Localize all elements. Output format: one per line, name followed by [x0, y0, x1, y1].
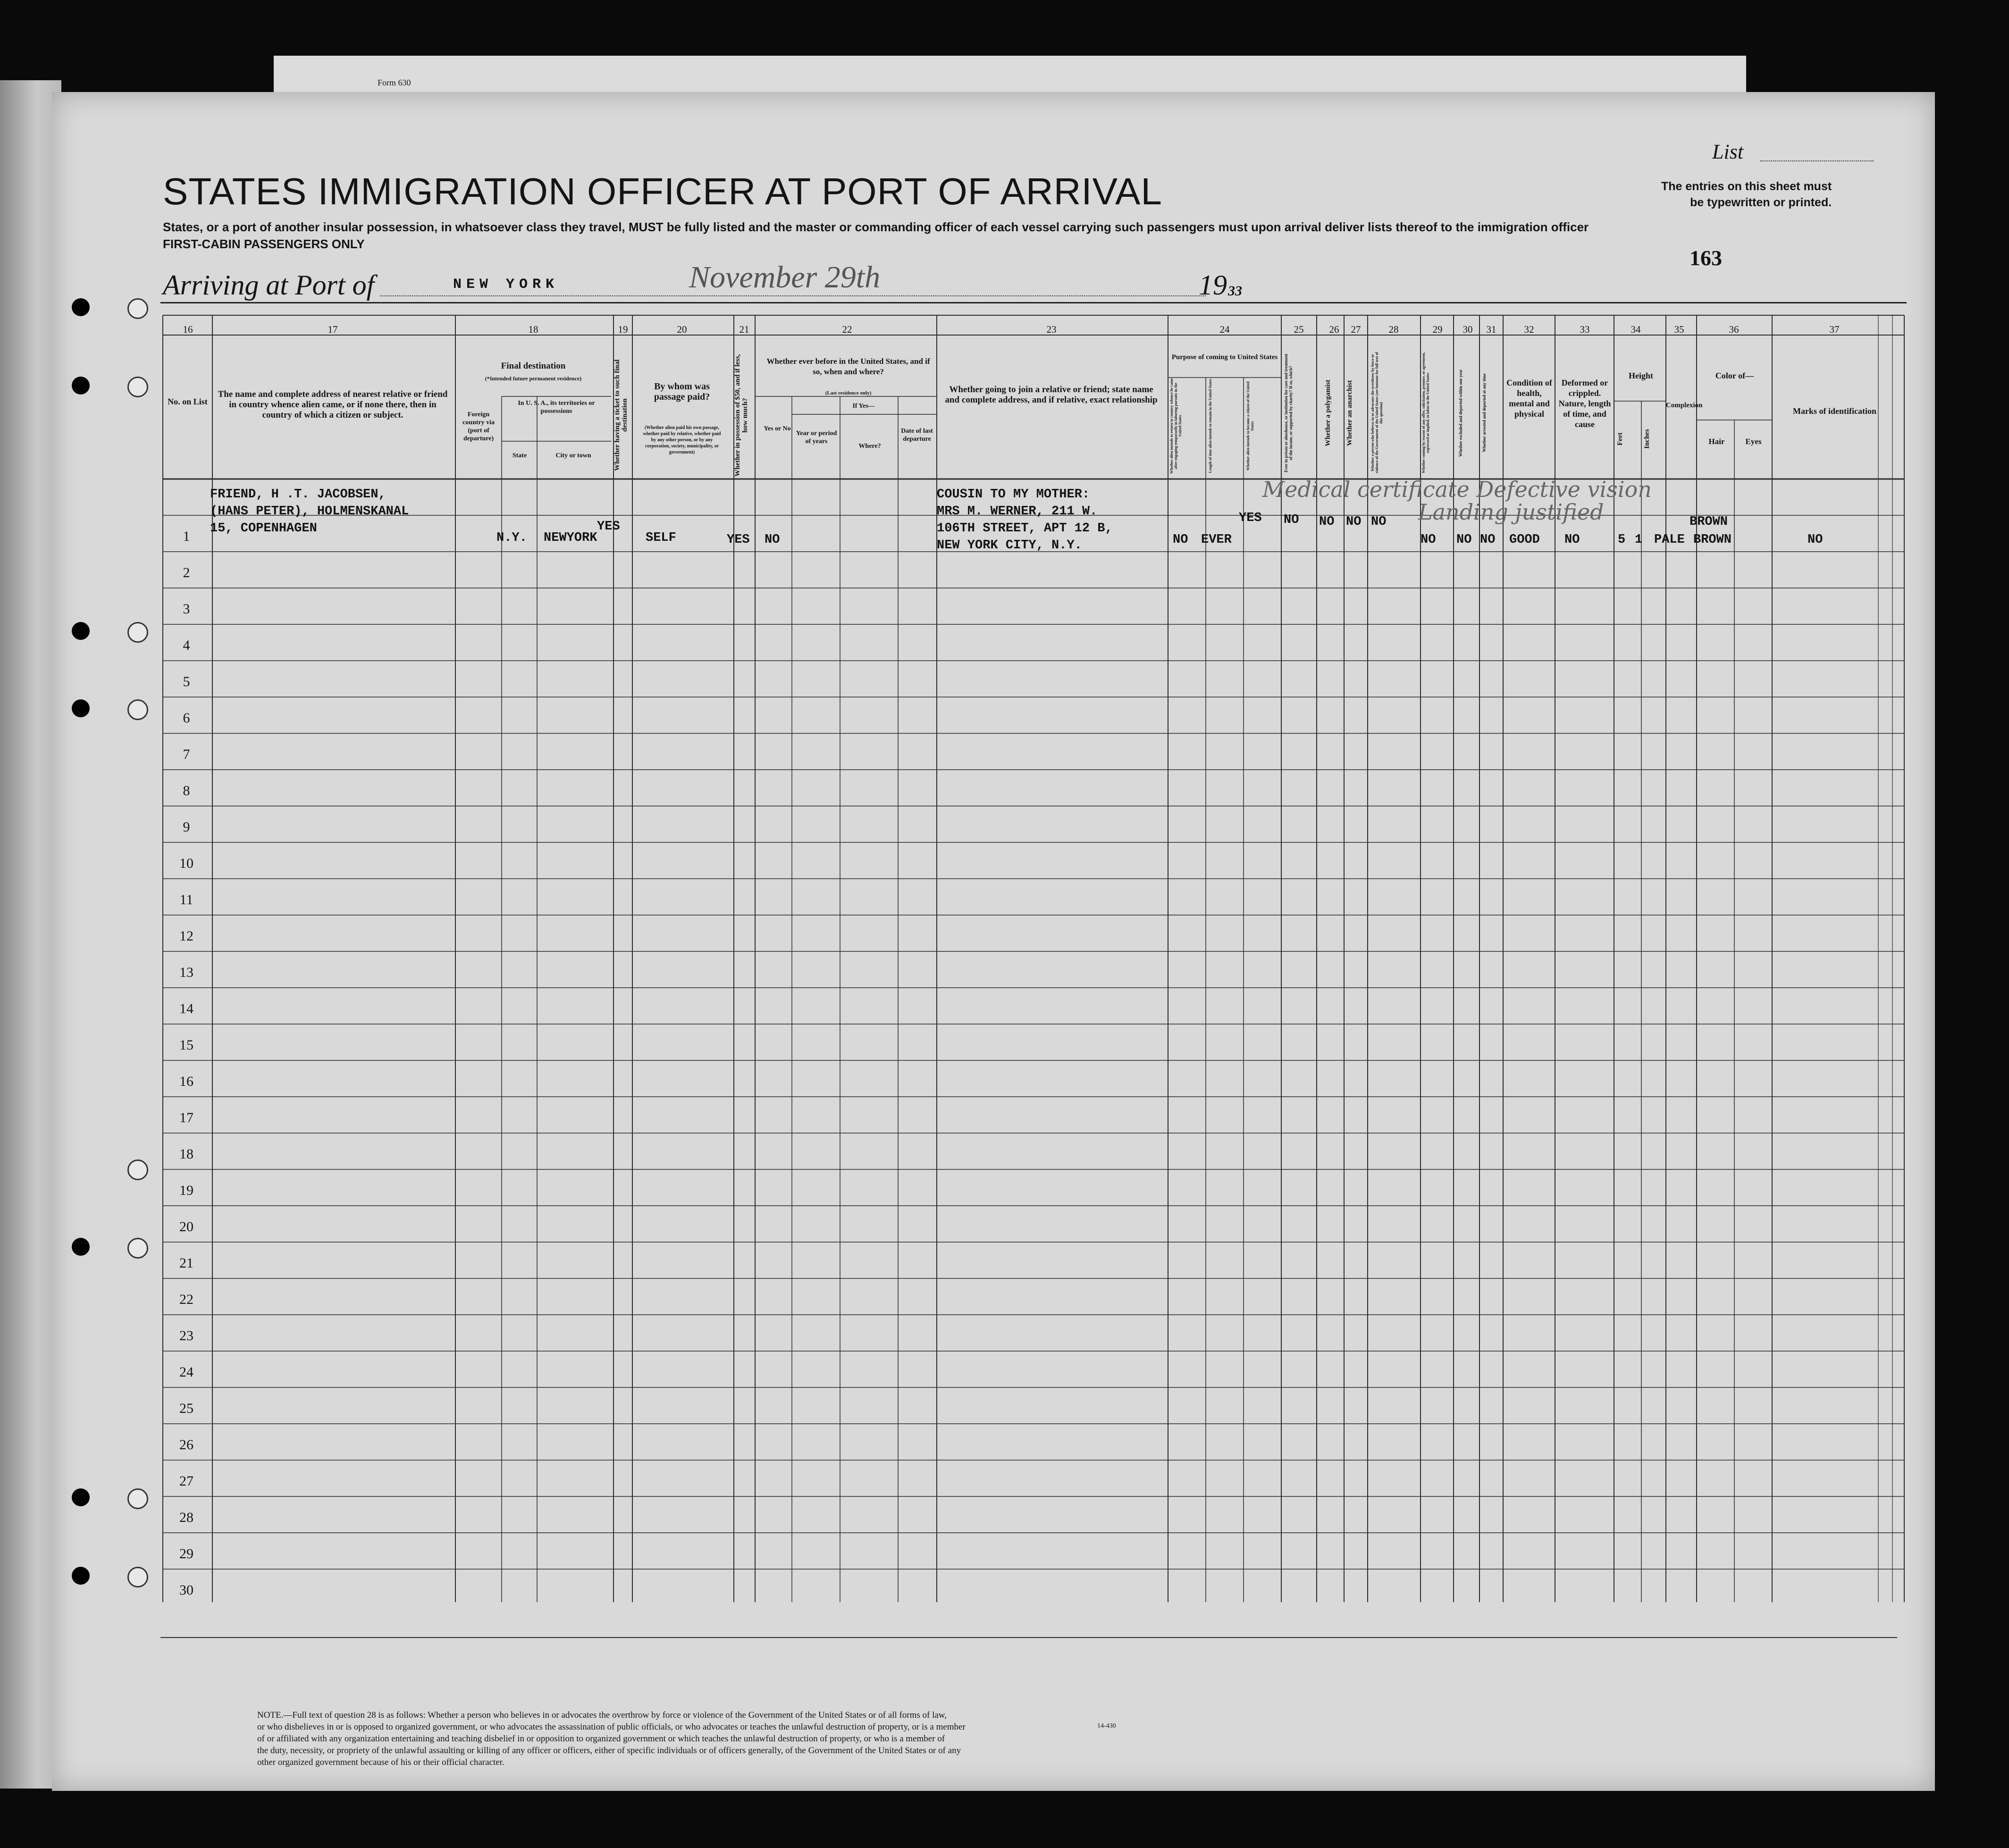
column-number: 32 — [1524, 324, 1534, 335]
footnote-line: of or affiliated with any organization entertaining and teaching disbelief in or opposition to organized government or which teaches the unlawful destruction of property, or who is a member of — [257, 1734, 945, 1744]
binder-hole — [72, 1488, 90, 1506]
binder-hole — [127, 1159, 148, 1180]
binder-hole — [72, 1567, 90, 1585]
length-of-stay: EVER — [1201, 533, 1232, 547]
header-deformed: Deformed or crippled. Nature, length of time, and cause — [1558, 378, 1611, 429]
year-prefix: 19 — [1199, 269, 1227, 301]
column-number: 30 — [1463, 324, 1473, 335]
row-number: 13 — [179, 965, 193, 980]
header-list-number: No. on List — [168, 397, 208, 406]
header-hair: Hair — [1708, 437, 1725, 446]
row-number: 3 — [183, 601, 190, 617]
row-number: 27 — [179, 1473, 193, 1489]
binder-hole — [127, 622, 148, 643]
eye-color: BROWN — [1693, 533, 1732, 547]
row-number: 20 — [179, 1219, 193, 1235]
binder-hole — [127, 1567, 148, 1588]
header-relative-address: The name and complete address of nearest relative or friend in country whence alien came, or if none there, then in country of which a citizen or subject. — [218, 389, 448, 420]
header-years: Year or period of years — [796, 430, 837, 445]
arriving-label: Arriving at Port of — [163, 269, 375, 301]
column-number: 33 — [1580, 324, 1590, 335]
row-number: 16 — [179, 1074, 193, 1089]
column-number: 34 — [1631, 324, 1641, 335]
row-number: 18 — [179, 1146, 193, 1162]
row-number: 28 — [179, 1510, 193, 1525]
column-number: 29 — [1432, 324, 1443, 335]
header-city: City or town — [555, 452, 591, 459]
row-number: 30 — [179, 1582, 193, 1598]
relative-address — [210, 486, 409, 537]
binder-hole — [127, 298, 148, 319]
header-foreign-country: Foreign country via (port of departure) — [462, 411, 495, 442]
header-last-departure: Date of last departure — [901, 428, 933, 443]
row-number: 22 — [179, 1292, 193, 1307]
footnote-line: or who disbelieves in or is opposed to organized government, or who advocates the assassination of public officials, or who advocates or teaches the unlawful destruction of property, or is a member — [257, 1722, 966, 1732]
row-number: 5 — [183, 674, 190, 689]
header-state: State — [512, 452, 527, 459]
footnote-line: the duty, necessity, or propriety of the unlawful assaulting or killing of any officer or officers, either of specific individuals or of officers generally, of the Government of the United States or of any — [257, 1746, 961, 1756]
row-number: 26 — [179, 1437, 193, 1453]
port-name: NEW YORK — [453, 277, 559, 293]
header-if-yes: If Yes— — [852, 403, 875, 410]
row-number: 11 — [179, 892, 193, 907]
column-number: 18 — [528, 324, 538, 335]
footnote-line: other organized government because of his or their official character. — [257, 1757, 504, 1767]
question-30-answer: NO — [1456, 533, 1472, 547]
footnote-line: NOTE.—Full text of question 28 is as follows: Whether a person who believes in or advocates the overthrow by force or violence of the Government of the United States or of all forms of law, — [257, 1710, 947, 1720]
anarchist-answer: NO — [1346, 515, 1362, 529]
row-number: 2 — [183, 565, 190, 580]
header-prison: Ever in prison or almshouse, or institution for care and treatment of the insane, or supported by charity? If so, which? — [1284, 353, 1293, 472]
binder-hole — [127, 699, 148, 720]
relative-line: FRIEND, H .T. JACOBSEN, — [210, 487, 386, 502]
join-line: NEW YORK CITY, N.Y. — [937, 538, 1082, 553]
header-money: Whether in possession of $50, and if less, how much? — [734, 354, 749, 477]
binder-hole — [127, 1488, 148, 1509]
row-number: 8 — [183, 783, 190, 798]
destination-state: N.Y. — [496, 531, 527, 545]
header-purpose-citizen: Whether alien intends to become a citizen of the United States — [1246, 381, 1254, 470]
intro-text: States, or a port of another insular possession, in whatsoever class they travel, MUST be fully listed and the master or commanding officer of each vessel carrying such passengers must upon arrival deliver lists thereof to the immigration officer — [163, 220, 1589, 234]
header-where: Where? — [858, 443, 881, 450]
column-number: 19 — [618, 324, 628, 335]
hair-color: BROWN — [1690, 515, 1728, 529]
relative-line: (HANS PETER), HOLMENSKANAL — [210, 504, 409, 519]
header-final-destination-note: (*Intended future permanent residence) — [485, 375, 582, 382]
purpose-answer: NO — [1173, 533, 1188, 547]
row-number: 15 — [179, 1037, 193, 1053]
column-number: 20 — [677, 324, 687, 335]
landing-annotation: Landing justified — [1418, 499, 1604, 525]
page-title: STATES IMMIGRATION OFFICER AT PORT OF ARRIVAL — [163, 170, 1162, 212]
row-number: 12 — [179, 928, 193, 944]
row-number: 1 — [183, 529, 190, 544]
question-29-answer: NO — [1421, 533, 1436, 547]
arrival-date: November 29th — [689, 260, 881, 294]
question-28-answer: NO — [1371, 515, 1387, 529]
header-before-in-us-note: (Last residence only) — [825, 390, 872, 396]
header-anarchist: Whether an anarchist — [1346, 380, 1353, 446]
row-number: 14 — [179, 1001, 193, 1016]
entries-note-line2: be typewritten or printed. — [1690, 196, 1832, 209]
destination-city: NEWYORK — [544, 531, 597, 545]
row-number: 4 — [183, 638, 190, 653]
height-inches: 1 — [1635, 533, 1643, 547]
health-answer: GOOD — [1509, 533, 1540, 547]
header-eyes: Eyes — [1745, 437, 1762, 446]
question-31-answer: NO — [1480, 533, 1496, 547]
header-question-28: Whether a person who believes in or advocates the overthrow by force or violence of the Government of the United States (see footnote for full text of this question) — [1370, 352, 1383, 474]
header-yes-no: Yes or No — [764, 425, 791, 432]
row-number: 10 — [179, 856, 193, 871]
column-number: 26 — [1329, 324, 1339, 335]
join-relative — [937, 486, 1113, 554]
header-in-usa: In U. S. A., its territories or possessions — [518, 400, 595, 415]
row-number: 24 — [179, 1364, 193, 1380]
passage-paid-by: SELF — [646, 531, 676, 545]
header-height: Height — [1629, 371, 1653, 380]
header-purpose: Purpose of coming to United States — [1171, 353, 1278, 361]
money-answer: YES — [727, 533, 750, 547]
header-question-31: Whether arrested and deported at any time — [1482, 373, 1487, 453]
header-passage-paid-note: (Whether alien paid his own passage, whether paid by relative, whether paid by any other person, or by any corporation, society, municipality, or government) — [643, 425, 721, 455]
header-passage-paid: By whom was passage paid? — [654, 381, 710, 402]
binder-hole — [72, 1238, 90, 1256]
column-number: 17 — [328, 324, 338, 335]
column-number: 31 — [1486, 324, 1496, 335]
row-number: 29 — [179, 1546, 193, 1562]
column-number: 37 — [1829, 324, 1840, 335]
medical-annotation: Medical certificate Defective vision — [1262, 477, 1652, 502]
column-number: 24 — [1219, 324, 1230, 335]
prison-answer: NO — [1284, 513, 1299, 527]
row-number: 6 — [183, 710, 190, 726]
header-feet: Feet — [1616, 432, 1624, 445]
form-number: Form 630 — [378, 78, 411, 87]
row-number: 17 — [179, 1110, 193, 1126]
year-suffix: 33 — [1228, 283, 1242, 299]
row-number: 21 — [179, 1255, 193, 1271]
column-number: 28 — [1388, 324, 1399, 335]
footnote — [257, 1709, 966, 1768]
header-purpose-length: Length of time alien intends to remain in the United States — [1208, 378, 1212, 473]
header-question-30: Whether excluded and deported within one year — [1458, 369, 1463, 457]
header-health: Condition of health, mental and physical — [1506, 378, 1552, 419]
join-line: 106TH STREET, APT 12 B, — [937, 521, 1113, 536]
identification-marks: NO — [1807, 533, 1823, 547]
relative-line: 15, COPENHAGEN — [210, 521, 317, 536]
binder-hole — [72, 298, 90, 316]
binder-hole — [127, 377, 148, 397]
row-number: 25 — [179, 1401, 193, 1416]
binder-hole — [72, 622, 90, 640]
citizen-answer: YES — [1239, 511, 1262, 525]
row-number: 23 — [179, 1328, 193, 1344]
binder-hole — [72, 699, 90, 717]
header-inches: Inches — [1643, 429, 1651, 449]
column-number: 22 — [842, 324, 852, 335]
height-feet: 5 — [1618, 533, 1626, 547]
list-label: List — [1712, 140, 1744, 163]
header-color-of: Color of— — [1715, 371, 1754, 380]
deformed-answer: NO — [1564, 533, 1580, 547]
sheet-number: 163 — [1690, 246, 1722, 270]
join-line: COUSIN TO MY MOTHER: — [937, 487, 1090, 502]
join-line: MRS M. WERNER, 211 W. — [937, 504, 1098, 519]
header-before-in-us: Whether ever before in the United States, and if so, when and where? — [766, 357, 930, 376]
cabin-class: FIRST-CABIN PASSENGERS ONLY — [163, 237, 365, 251]
column-number: 35 — [1674, 324, 1684, 335]
complexion-answer: PALE — [1654, 533, 1685, 547]
binder-hole — [127, 1238, 148, 1259]
header-purpose-return: Whether alien intends to return to country whence he came after engaging temporarily in laboring pursuits in the United States — [1169, 378, 1182, 474]
column-number: 23 — [1046, 324, 1057, 335]
polygamist-answer: NO — [1319, 515, 1335, 529]
header-polygamist: Whether a polygamist — [1324, 379, 1332, 446]
before-in-us-answer: NO — [765, 533, 780, 547]
column-number: 25 — [1294, 324, 1304, 335]
header-complexion: Complexion — [1666, 402, 1703, 409]
binder-hole — [72, 377, 90, 395]
header-ticket: Whether having a ticket to such final destination — [614, 359, 629, 471]
header-marks: Marks of identification — [1793, 406, 1876, 416]
row-number: 9 — [183, 819, 190, 835]
column-number: 21 — [739, 324, 749, 335]
header-question-29: Whether coming by reason of any offer, solicitation, promise, or agreement, expressed or implied, to labor in the United States — [1421, 352, 1430, 474]
header-join-relative: Whether going to join a relative or friend; state name and complete address, and if relative, exact relationship — [945, 385, 1158, 405]
row-number: 7 — [183, 747, 190, 762]
column-number: 16 — [183, 324, 193, 335]
header-final-destination: Final destination — [501, 361, 566, 371]
entries-note-line1: The entries on this sheet must — [1661, 180, 1832, 193]
ticket-answer: YES — [597, 520, 620, 534]
row-number: 19 — [179, 1183, 193, 1198]
form-code: 14-430 — [1097, 1722, 1116, 1730]
column-number: 36 — [1729, 324, 1739, 335]
column-number: 27 — [1351, 324, 1361, 335]
